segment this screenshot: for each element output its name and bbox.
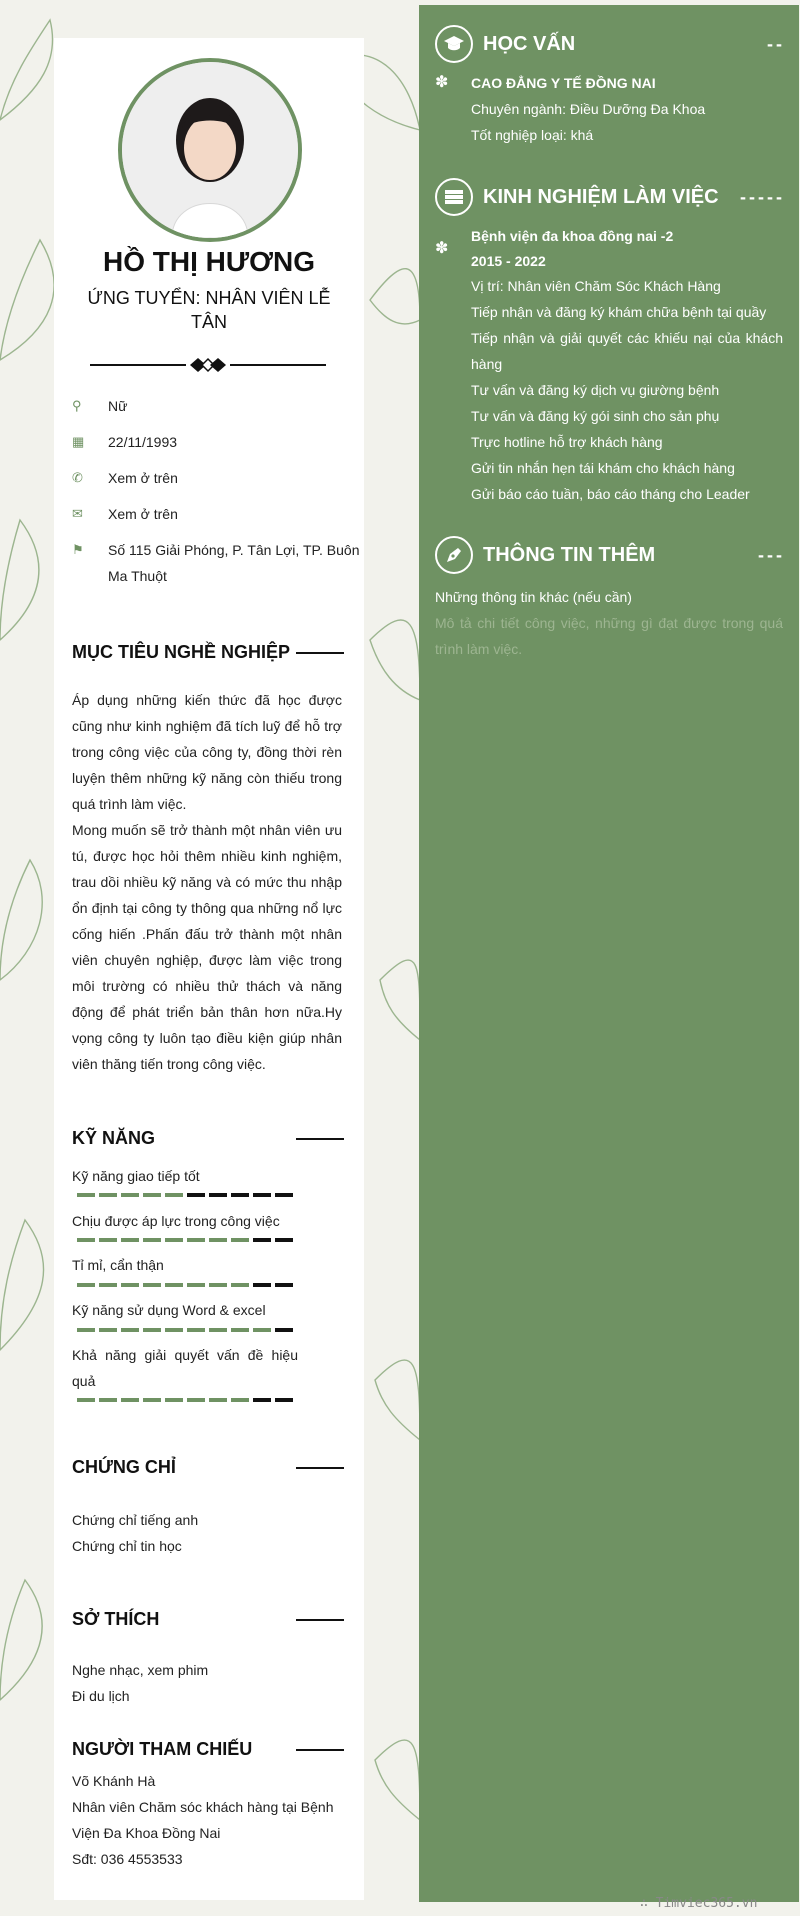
skill-segment-empty [275,1283,293,1287]
skill-segment-filled [209,1328,227,1332]
skill-name: Khả năng giải quyết vấn đề hiệu quả [72,1347,298,1389]
skill-segment-empty [253,1238,271,1242]
skill-level-bar [76,1328,298,1332]
skill-segment-filled [121,1328,139,1332]
skill-name: Chịu được áp lực trong công việc [72,1213,280,1229]
experience-dash: ----- [740,186,785,207]
skill-segment-filled [165,1283,183,1287]
certificate-item: Chứng chỉ tin học [72,1538,182,1554]
skill-segment-empty [231,1193,249,1197]
flower-bullet-icon: ✽ [435,74,449,91]
skill-segment-filled [187,1328,205,1332]
skill-segment-empty [187,1193,205,1197]
objective-heading [72,642,344,663]
gender-icon: ⚲ [72,398,82,413]
skill-segment-filled [231,1398,249,1402]
extra-info-line: Những thông tin khác (nếu cần) [435,589,632,605]
skill-segment-filled [253,1328,271,1332]
certificates-heading [72,1457,344,1478]
ornament-divider [90,356,326,374]
skills-heading [72,1128,344,1149]
skill-level-bar [76,1398,298,1402]
skill-segment-filled [143,1328,161,1332]
skill-level-bar [76,1283,298,1287]
calendar-icon: ▦ [72,434,85,449]
pen-nib-icon [435,536,473,574]
skill-segment-empty [275,1328,293,1332]
skill-segment-filled [77,1283,95,1287]
skill-level-bar [76,1193,298,1197]
skill-segment-filled [77,1193,95,1197]
skill-segment-filled [121,1193,139,1197]
education-school: CAO ĐẲNG Y TẾ ĐỒNG NAI [471,75,656,91]
skill-segment-filled [77,1398,95,1402]
skill-segment-filled [187,1238,205,1242]
address-row [72,537,362,589]
objective-title: MỤC TIÊU NGHỀ NGHIỆP [72,642,291,662]
skill-segment-filled [231,1238,249,1242]
reference-phone: Sđt: 036 4553533 [72,1851,183,1867]
hobby-item: Nghe nhạc, xem phim [72,1662,209,1678]
skill-segment-filled [209,1238,227,1242]
skill-segment-filled [77,1238,95,1242]
skills-title: KỸ NĂNG [72,1128,156,1148]
skill-name: Kỹ năng sử dụng Word & excel [72,1302,266,1318]
candidate-name: HỒ THỊ HƯƠNG [103,246,315,277]
skill-segment-filled [165,1398,183,1402]
skill-segment-filled [209,1283,227,1287]
experience-line: Tiếp nhận và đăng ký khám chữa bệnh tại quầy [471,304,767,320]
skill-segment-filled [143,1238,161,1242]
phone-icon: ✆ [72,470,83,485]
hobbies-heading [72,1609,344,1630]
experience-line: Tư vấn và đăng ký gói sinh cho sản phụ [471,408,720,424]
skill-segment-filled [231,1283,249,1287]
extra-info-title: THÔNG TIN THÊM [483,543,656,566]
skill-segment-filled [99,1238,117,1242]
skill-segment-empty [253,1283,271,1287]
avatar-portrait-icon [122,62,298,238]
objective-paragraph-2: Mong muốn sẽ trở thành một nhân viên ưu tú, được học hỏi thêm nhiều kinh nghiệm, trau dồi nhiều kỹ năng và có mức thu nhập ổn định tại công ty thông qua những nổ lực cống hiến .Phấn đấu trở thành một nhân viên chuyên nghiệp, được làm việc trong môi trường có nhiều thử thách và năng động để phát triển bản thân hơn nữa.Hy vọng công ty luôn tạo điều kiện giúp nhân viên thăng tiến trong công việc. [72,822,342,1072]
experience-heading [435,178,785,216]
email-row [72,501,362,527]
skill-segment-empty [275,1193,293,1197]
skill-segment-filled [99,1398,117,1402]
dob-value: 22/11/1993 [108,434,178,450]
experience-line: Trực hotline hỗ trợ khách hàng [471,434,663,450]
extra-info-dash: --- [758,544,785,565]
experience-line: Vị trí: Nhân viên Chăm Sóc Khách Hàng [471,278,721,294]
experience-company: Bệnh viện đa khoa đồng nai -2 [471,228,674,244]
book-stack-icon [435,178,473,216]
envelope-icon: ✉ [72,506,83,521]
extra-info-heading [435,536,785,574]
skill-segment-filled [143,1283,161,1287]
skill-name: Tỉ mỉ, cẩn thận [72,1257,164,1273]
education-dash: -- [767,33,785,54]
reference-name: Võ Khánh Hà [72,1773,156,1789]
experience-line: Tư vấn và đăng ký dịch vụ giường bệnh [471,382,720,398]
certificates-title: CHỨNG CHỈ [72,1457,176,1477]
footer-watermark: ∴ Timviec365.vn [640,1896,758,1911]
education-major: Chuyên ngành: Điều Dưỡng Đa Khoa [471,101,706,117]
certificate-item: Chứng chỉ tiếng anh [72,1512,199,1528]
skill-segment-filled [187,1283,205,1287]
skill-segment-filled [121,1238,139,1242]
applied-position: ỨNG TUYỂN: NHÂN VIÊN LỄ TÂN [87,288,331,332]
skill-segment-empty [209,1193,227,1197]
reference-role: Nhân viên Chăm sóc khách hàng tại Bệnh Viện Đa Khoa Đồng Nai [72,1799,334,1841]
objective-paragraph-1: Áp dụng những kiến thức đã học được cũng như kinh nghiệm đã tích luỹ để hỗ trợ trong công việc của công ty, đồng thời rèn luyện thêm những kỹ năng còn thiếu trong quá trình làm việc. [72,692,342,812]
skill-segment-empty [253,1398,271,1402]
experience-period: 2015 - 2022 [471,253,546,269]
skill-segment-filled [77,1328,95,1332]
hobby-item: Đi du lịch [72,1688,130,1704]
reference-title: NGƯỜI THAM CHIẾU [72,1739,253,1759]
gender-row [72,393,362,419]
education-title: HỌC VẤN [483,32,576,55]
phone-value: Xem ở trên [108,470,178,486]
skill-segment-filled [165,1238,183,1242]
skill-name: Kỹ năng giao tiếp tốt [72,1168,200,1184]
experience-line: Gửi tin nhắn hẹn tái khám cho khách hàng [471,460,735,476]
dob-row [72,429,362,455]
skill-segment-filled [99,1193,117,1197]
skill-segment-filled [121,1398,139,1402]
phone-row [72,465,362,491]
skill-segment-filled [165,1193,183,1197]
experience-title: KINH NGHIỆM LÀM VIỆC [483,185,719,208]
flower-bullet-icon: ✽ [435,240,449,257]
skill-segment-filled [99,1328,117,1332]
experience-line: Tiếp nhận và giải quyết các khiếu nại của khách hàng [471,330,783,372]
skill-segment-empty [253,1193,271,1197]
education-grade: Tốt nghiệp loại: khá [471,127,594,143]
skill-segment-filled [209,1398,227,1402]
skill-segment-filled [121,1283,139,1287]
skill-segment-empty [275,1398,293,1402]
skill-segment-filled [187,1398,205,1402]
reference-heading [72,1739,344,1760]
skill-level-bar [76,1238,298,1242]
skill-segment-filled [99,1283,117,1287]
skill-segment-filled [165,1328,183,1332]
address-value: Số 115 Giải Phóng, P. Tân Lợi, TP. Buôn Ma Thuột [108,542,360,584]
skill-segment-empty [275,1238,293,1242]
education-heading [435,25,785,63]
skill-segment-filled [143,1398,161,1402]
graduation-cap-icon [435,25,473,63]
experience-line: Gửi báo cáo tuần, báo cáo tháng cho Leader [471,486,750,502]
skill-segment-filled [143,1193,161,1197]
extra-info-placeholder: Mô tả chi tiết công việc, những gì đạt được trong quá trình làm việc. [435,615,783,657]
email-value: Xem ở trên [108,506,178,522]
location-pin-icon: ⚑ [72,542,84,557]
hobbies-title: SỞ THÍCH [72,1609,160,1629]
avatar [118,58,302,242]
gender-value: Nữ [108,398,128,414]
skill-segment-filled [231,1328,249,1332]
